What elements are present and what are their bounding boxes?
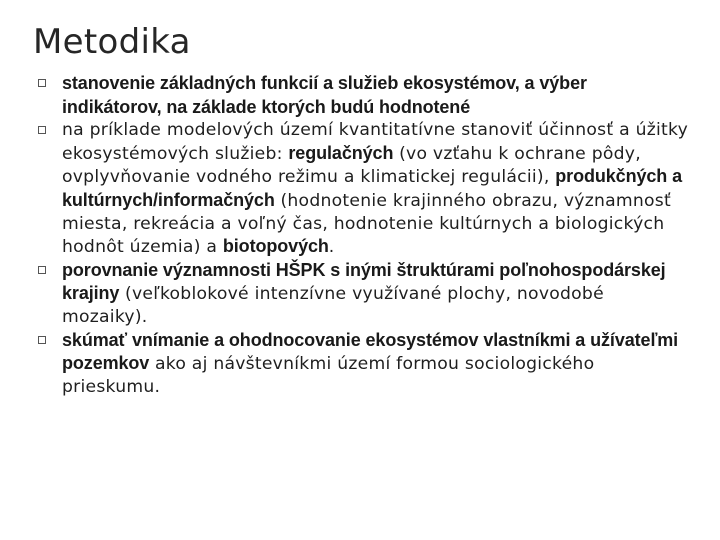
bullet-text: (hodnotenie krajinného obrazu, významnosť miesta, rekreácia a voľný čas, hodnotenie kultúrnych a biologických hodnôt územia) a (62, 190, 672, 258)
bullet-text-emphasis: biotopových (222, 236, 329, 257)
bullet-text-emphasis: stanovenie základných funkcií a služieb ekosystémov, a výber indikátorov, na základe ktorých budú hodnotené (62, 73, 587, 117)
bullet-text-emphasis: skúmať vnímanie a ohodnocovanie ekosystémov vlastníkmi a užívateľmi pozemkov (62, 329, 679, 374)
bullet-text-emphasis: produkčných a kultúrnych/informačných (62, 166, 683, 210)
bullet-text: (vo vzťahu k ochrane pôdy, ovplyvňovanie vodného režimu a klimatickej regulácii), (62, 143, 641, 188)
slide-title: Metodika (33, 22, 191, 62)
bullet-item (38, 259, 688, 329)
bullet-text: (veľkoblokové intenzívne využívané plochy, novodobé mozaiky). (62, 284, 604, 327)
bullet-text: na príklade modelových území kvantitatívne stanoviť účinnosť a úžitky ekosystémových služieb: (62, 120, 689, 164)
bullet-text-emphasis: regulačných (288, 142, 394, 163)
bullet-item (38, 329, 688, 399)
square-bullet-icon (38, 126, 46, 134)
bullet-text-emphasis: porovnanie významnosti HŠPK s inými štruktúrami poľnohospodárskej krajiny (62, 259, 666, 304)
bullet-text: ako aj návštevníkmi území formou sociologického prieskumu. (62, 354, 595, 397)
bullet-item (38, 119, 688, 259)
square-bullet-icon (38, 79, 46, 87)
square-bullet-icon (38, 336, 46, 344)
bullet-item (38, 72, 688, 119)
bullet-text: . (328, 237, 335, 258)
bullet-list (38, 72, 688, 398)
square-bullet-icon (38, 266, 46, 274)
